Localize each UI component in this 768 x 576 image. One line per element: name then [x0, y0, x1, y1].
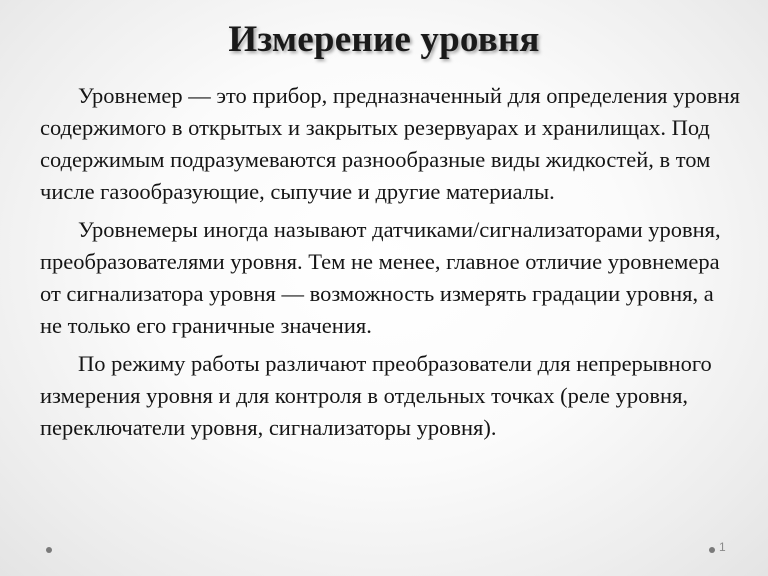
paragraph-1: Уровнемер — это прибор, предназначенный для определения уровня содержимого в открытых и закрытых резервуарах и хранилищах. Под содержимым подразумеваются разнообразные виды жидкостей, в том числе газообразующие, сыпучие и другие материалы.: [40, 83, 740, 204]
page-number: 1: [719, 540, 726, 554]
paragraph-2: Уровнемеры иногда называют датчиками/сигнализаторами уровня, преобразователями уровня. Тем не менее, главное отличие уровнемера от сигнализатора уровня — возможность измерять градации уровня, а не только его граничные значения.: [40, 217, 721, 338]
slide-title: Измерение уровня: [228, 19, 540, 60]
paragraph-3: По режиму работы различают преобразователи для непрерывного измерения уровня и для контроля в отдельных точках (реле уровня, переключатели уровня, сигнализаторы уровня).: [40, 351, 712, 440]
slide-body: [40, 80, 740, 450]
footer-dot-right-icon: [709, 547, 715, 553]
footer-dot-left-icon: [46, 547, 52, 553]
